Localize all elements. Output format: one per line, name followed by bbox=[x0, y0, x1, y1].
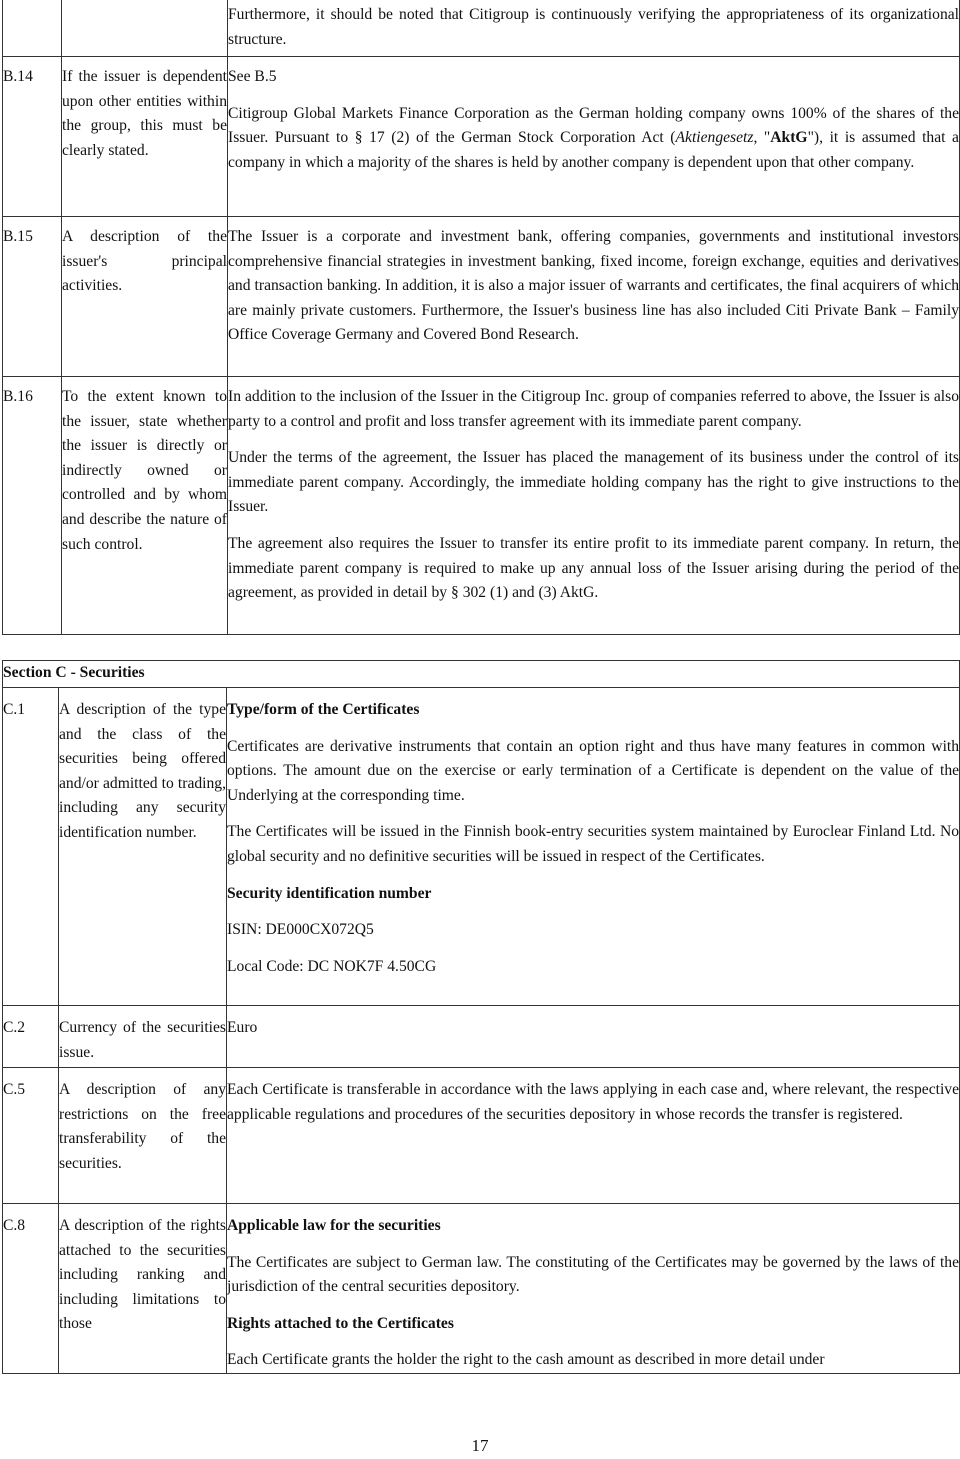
table-row bbox=[3, 1006, 960, 1068]
local-code-value: Local Code: DC NOK7F 4.50CG bbox=[227, 957, 437, 975]
type-form-heading: Type/form of the Certificates bbox=[227, 701, 420, 718]
element-number: B.15 bbox=[3, 217, 62, 377]
element-number: B.16 bbox=[3, 377, 62, 635]
element-number: B.14 bbox=[3, 57, 62, 217]
type-form-paragraph: Certificates are derivative instruments that contain an option right and thus have many features in common with options. The amount due on the exercise or early termination of a Certificate is dependent on the value of the Underlying at the corresponding time. bbox=[227, 737, 960, 804]
applicable-law-text: The Certificates are subject to German law. The constituting of the Certificates may be governed by the laws of the jurisdiction of the central securities depository. bbox=[227, 1253, 960, 1296]
element-description: A description of the issuer's principal activities. bbox=[62, 217, 228, 377]
content-cell bbox=[228, 377, 960, 635]
principal-activities-text: The Issuer is a corporate and investment bank, offering companies, governments and institutional investors comprehensive financial strategies in investment banking, fixed income, foreign exchange, equities and derivatives and transaction banking. In addition, it is also a major issuer of warrants and certificates, the final acquirers of which are mainly private customers. Furthermore, the Issuer's business line has also included Citi Private Bank – Family Office Coverage Germany and Covered Bond Research. bbox=[228, 228, 959, 344]
table-row bbox=[3, 1068, 960, 1204]
content-cell bbox=[228, 0, 960, 57]
content-cell bbox=[227, 688, 960, 1006]
section-title: Section C - Securities bbox=[3, 661, 960, 688]
isin-value: ISIN: DE000CX072Q5 bbox=[227, 921, 374, 939]
element-description: A description of any restrictions on the free transferability of the securities. bbox=[59, 1068, 227, 1204]
rights-heading: Rights attached to the Certificates bbox=[227, 1314, 454, 1332]
table-row bbox=[3, 377, 960, 635]
content-cell bbox=[227, 1006, 960, 1068]
num-cell bbox=[3, 0, 62, 57]
element-description: A description of the type and the class of the securities being offered and/or admitted to trading, including any security identification number. bbox=[59, 688, 227, 1006]
element-description: To the extent known to the issuer, state whether the issuer is directly or indirectly owned or controlled and by whom and describe the nature of such control. bbox=[62, 377, 228, 635]
element-number: C.1 bbox=[3, 688, 59, 1006]
table-row bbox=[3, 57, 960, 217]
holding-paragraph: Citigroup Global Markets Finance Corporation as the German holding company owns 100% of the shares of the Issuer. Pursuant to § 17 (2) of the German Stock Corporation Act (Aktiengesetz, "AktG"), it is assumed that a company in which a majority of the shares is held by another company is dependent upon that other company. bbox=[228, 104, 959, 171]
element-number: C.5 bbox=[3, 1068, 59, 1204]
element-description: If the issuer is dependent upon other entities within the group, this must be clearly stated. bbox=[62, 57, 228, 217]
page-number: 17 bbox=[471, 1436, 489, 1455]
book-entry-paragraph: The Certificates will be issued in the Finnish book-entry securities system maintained by Euroclear Finland Ltd. No global security and no definitive securities will be issued in respect of the Certificates. bbox=[227, 823, 960, 865]
applicable-law-heading: Applicable law for the securities bbox=[227, 1217, 441, 1234]
table-row bbox=[3, 1204, 960, 1374]
control-paragraph-3: The agreement also requires the Issuer to transfer its entire profit to its immediate parent company. In return, the immediate parent company is required to make up any annual loss of the Issuer arising during the period of the agreement, as provided in detail by § 302 (1) and (3) AktG. bbox=[228, 534, 959, 602]
control-paragraph-2: Under the terms of the agreement, the Issuer has placed the management of its business under the control of its immediate parent company. Accordingly, the immediate holding company has the right to give instructions to the Issuer. bbox=[228, 449, 959, 516]
see-reference: See B.5 bbox=[228, 68, 277, 85]
content-cell bbox=[227, 1204, 960, 1374]
table-row bbox=[3, 688, 960, 1006]
element-number: C.2 bbox=[3, 1006, 59, 1068]
section-b-table bbox=[2, 0, 960, 635]
element-number: C.8 bbox=[3, 1204, 59, 1374]
element-description: A description of the rights attached to the securities including ranking and including limitations to those bbox=[59, 1204, 227, 1374]
currency-value: Euro bbox=[227, 1019, 258, 1036]
security-id-heading: Security identification number bbox=[227, 884, 432, 902]
table-row bbox=[3, 0, 960, 57]
rights-text: Each Certificate grants the holder the right to the cash amount as described in more detail under bbox=[227, 1351, 825, 1369]
content-cell bbox=[228, 217, 960, 377]
control-paragraph-1: In addition to the inclusion of the Issuer in the Citigroup Inc. group of companies referred to above, the Issuer is also party to a control and profit and loss transfer agreement with its immediate parent company. bbox=[228, 388, 959, 430]
element-description: Currency of the securities issue. bbox=[59, 1006, 227, 1068]
content-cell bbox=[228, 57, 960, 217]
transferability-text: Each Certificate is transferable in accordance with the laws applying in each case and, where relevant, the respective applicable regulations and procedures of the securities depository in whose records the transfer is registered. bbox=[227, 1081, 960, 1123]
table-row bbox=[3, 217, 960, 377]
section-c-table bbox=[2, 660, 960, 1374]
section-header-row bbox=[3, 661, 960, 688]
content-cell bbox=[227, 1068, 960, 1204]
b13-continuation-text: Furthermore, it should be noted that Citigroup is continuously verifying the appropriateness of its organizational structure. bbox=[228, 6, 959, 48]
desc-cell bbox=[62, 0, 228, 57]
